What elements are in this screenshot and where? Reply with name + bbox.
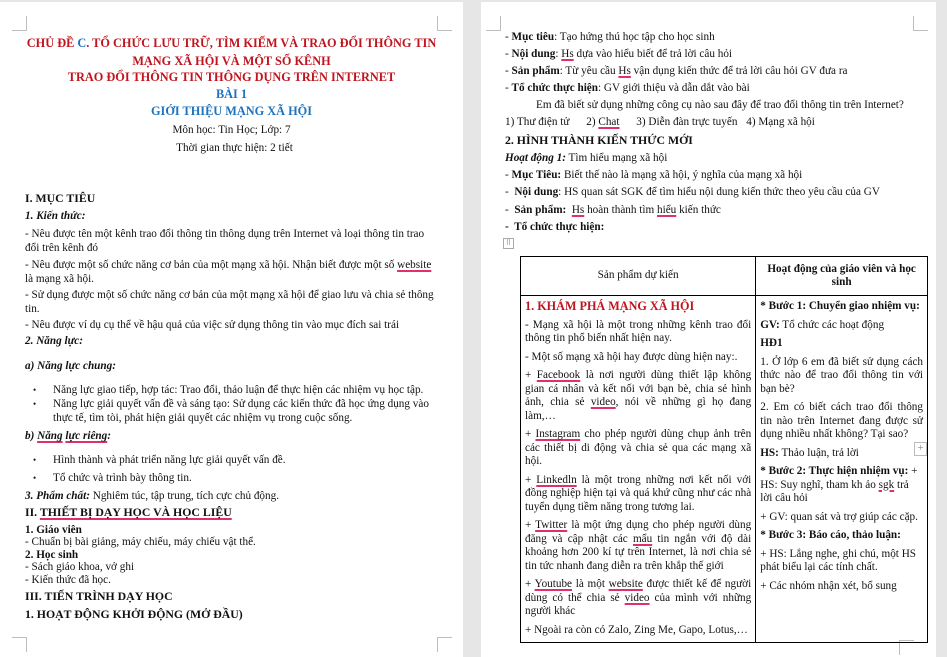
list-item: • Hình thành và phát triển năng lực giải quyết vấn đề. [53, 453, 286, 467]
crop-mark-bottom-left [12, 637, 27, 652]
label: GV: [760, 318, 780, 331]
text: b) [25, 430, 38, 442]
step-2 [760, 465, 923, 506]
specific-competence-list [53, 453, 286, 485]
table-header-product: Sản phẩm dự kiến [521, 257, 756, 296]
text: của mình với những người khác [525, 591, 752, 617]
general-competence-heading: a) Năng lực chung: [25, 360, 116, 372]
knowledge-heading: 1. Kiến thức: [25, 210, 86, 222]
text: + [525, 473, 537, 486]
label: Sản phẩm [511, 65, 560, 77]
text: là một ứng dụng cho phép người dùng đăng và cập nhật các [525, 519, 752, 545]
crop-mark-bottom-right [437, 637, 452, 652]
spelling-flag: THIẾT BỊ DẠY HỌC VÀ HỌC LIỆU [39, 505, 232, 519]
option-4: 4) Mạng xã hội [746, 116, 815, 128]
competence-heading: 2. Năng lực: [25, 335, 83, 347]
option-3: 3) Diễn đàn trực tuyến [636, 116, 738, 128]
text: dựa vào hiểu biết để trả lời câu hỏi [573, 48, 733, 60]
option-1: 1) Thư điện tử [505, 116, 570, 128]
crop-mark-top-left [486, 16, 501, 31]
teacher-heading: 1. Giáo viên [25, 524, 82, 536]
crop-mark-top-right [437, 16, 452, 31]
text: kiến thức [676, 204, 721, 216]
teacher-item: - Chuẩn bị bài giảng, máy chiếu, máy chiếu vật thể. [25, 536, 256, 548]
cell-paragraph: - Một số mạng xã hội hay được dùng hiện nay:. [525, 350, 738, 363]
section-1-heading: I. MỤC TIÊU [25, 191, 96, 205]
text: + HS: Suy nghĩ, tham kh ảo [760, 465, 918, 491]
text: tin ngắn với độ dài khoảng hơn 200 kí tự trên Internet, là nơi chia sẻ tin tức nhanh đang diễn ra trên khắp thế giới [525, 532, 752, 572]
text: Biết thế nào là mạng xã hội, ý nghĩa của mạng xã hội [561, 169, 803, 181]
question-1: 1. Ở lớp 6 em đã biết sử dụng cách thức nào để trao đổi thông tin với bạn bè? [760, 355, 923, 395]
label: Tổ chức thực hiện [511, 82, 598, 94]
text: Thảo luận, trả lời [778, 446, 859, 459]
warmup-question: Em đã biết sử dụng những công cụ nào sau đây để trao đổi thông tin trên Internet? [536, 99, 904, 111]
nk-organization: - Tổ chức thực hiện: [505, 221, 605, 233]
step-1: * Bước 1: Chuyển giao nhiệm vụ: [760, 300, 920, 312]
text: là mạng xã hội. [25, 273, 94, 285]
label: Nội dung [514, 186, 559, 198]
text: : [555, 48, 562, 60]
text: - Nêu được một số chức năng cơ bản của một mạng xã hội. Nhận biết được một số [25, 259, 398, 271]
spelling-flag: Twitter [535, 519, 568, 531]
facebook-item [525, 369, 751, 423]
text: + [525, 428, 536, 440]
label: Sản phẩm: [514, 204, 567, 216]
new-knowledge-heading: 2. HÌNH THÀNH KIẾN THỨC MỚI [505, 133, 693, 147]
text: , nói về những gì họ đang làm,… [525, 396, 752, 422]
others-item: + Ngoài ra còn có Zalo, Zing Me, Gapo, Lotus,… [525, 623, 748, 636]
text: Tổ chức các hoạt động [779, 318, 885, 331]
text: là nơi người dùng thiết lập không gian cá nhân và kết nối với bạn bè, chia sẻ hình ảnh, chia sẻ [525, 369, 752, 408]
text: vận dụng kiến thức để trả lời câu hỏi GV đưa ra [630, 65, 848, 77]
twitter-item [525, 519, 751, 573]
table-header-activity: Hoạt động của giáo viên và học sinh [756, 257, 928, 296]
text: hoàn thành tìm [584, 204, 657, 216]
crop-mark-top-right [913, 16, 928, 31]
hd1-label: HĐ1 [760, 337, 783, 349]
knowledge-item-4: - Nêu được ví dụ cụ thể về hậu quả của việc sử dụng thông tin vào mục đích sai trái [25, 319, 400, 331]
spelling-flag: Instagram [535, 428, 581, 440]
topic-title-line-2: MẠNG XÃ HỘI VÀ MỘT SỐ KÊNH [132, 54, 331, 68]
spelling-flag: Hs [571, 204, 585, 216]
text: II. [25, 505, 40, 519]
text: + [525, 369, 537, 381]
general-competence-list [53, 383, 443, 425]
spelling-flag: Youtube [534, 578, 573, 590]
table-move-handle-icon[interactable]: ⠿ [503, 238, 514, 249]
spelling-flag: Chat [598, 116, 620, 128]
topic-title-line-1 [0, 35, 463, 51]
quality-line [25, 489, 279, 503]
topic-prefix: CHỦ ĐỀ [26, 36, 78, 50]
subject-line: Môn học: Tin Học; Lớp: 7 [172, 124, 291, 136]
label: Hoạt động 1: [505, 152, 566, 164]
activity-cell[interactable] [756, 296, 928, 643]
student-heading: 2. Học sinh [25, 549, 79, 561]
text: là một [572, 578, 609, 590]
text: : Từ yêu cầu [559, 65, 619, 77]
cell-paragraph: - Mạng xã hội là một trong những kênh trao đổi thông tin phổ biến nhất hiện nay. [525, 318, 752, 344]
spelling-flag: video [624, 591, 650, 604]
crop-mark-top-left [12, 16, 27, 31]
spelling-flag: lực riêng [65, 430, 108, 442]
topic-title-rest: . TỔ CHỨC LƯU TRỮ, TÌM KIẾM VÀ TRAO ĐỔI THÔNG TIN [86, 36, 437, 50]
product-cell[interactable] [521, 296, 756, 643]
text: là một trong những nơi kết nối với đồng nghiệp hiện tại và quá khứ cũng như các nhà tuyển dụng tiềm năng trong tương lai. [525, 473, 752, 513]
section-2-heading [25, 505, 232, 519]
hs-listen: + HS: Lắng nghe, ghi chú, một HS phát biểu lại các tính chất. [760, 547, 916, 573]
spelling-flag: mẩu [632, 532, 653, 545]
spelling-flag: sgk [878, 478, 895, 491]
knowledge-item-3: - Sử dụng được một số chức năng cơ bản của một mạng xã hội để giao lưu và chia sẻ thông tin. [25, 289, 434, 315]
gv-support: + GV: quan sát và trợ giúp các cặp. [760, 510, 918, 523]
explore-title: 1. KHÁM PHÁ MẠNG XÃ HỘI [525, 299, 695, 313]
spelling-flag: Facebook [536, 369, 581, 381]
quality-text: Nghiêm túc, tập trung, tích cực chủ động. [89, 490, 280, 502]
spelling-flag: Năng [37, 430, 63, 442]
spelling-flag: video [590, 396, 616, 408]
spelling-flag: Hs [561, 48, 574, 60]
section-3-heading: III. TIẾN TRÌNH DẠY HỌC [25, 589, 173, 603]
label: * Bước 2: Thực hiện nhiệm vụ: [760, 465, 909, 477]
text: : GV giới thiệu và dẫn dắt vào bài [598, 82, 750, 94]
text: : [107, 430, 111, 442]
label: Mục Tiêu: [511, 169, 562, 181]
option-2-prefix: 2) [586, 116, 599, 128]
warmup-options [505, 115, 815, 129]
question-2: 2. Em có biết cách trao đổi thông tin nào trên Internet đang được sử dụng nhiều nhất không? Tại sao? [760, 401, 923, 440]
knowledge-item-1: - Nêu được tên một kênh trao đổi thông tin thông dụng trên Internet và loại thông tin trao đổi trên kênh đó [25, 228, 425, 254]
list-item: • Năng lực giao tiếp, hợp tác: Trao đổi, thảo luận để thực hiện các nhiệm vụ học tập. [53, 383, 443, 397]
gv-line [760, 319, 923, 333]
activity-line [505, 151, 667, 165]
student-item-2: - Kiến thức đã học. [25, 574, 111, 586]
step-3: * Bước 3: Báo cáo, thảo luận: [760, 529, 901, 541]
text: cho phép người dùng chụp ảnh trên các thiết bị di động và chia sẻ qua các mạng xã hội. [525, 428, 752, 467]
page-gutter [463, 0, 481, 657]
quality-label: 3. Phẩm chất: [25, 490, 90, 502]
knowledge-item-2 [25, 258, 440, 286]
activity-table [520, 256, 928, 643]
label: Nội dung [511, 48, 556, 60]
warmup-goal: - Mục tiêu: Tạo hứng thú học tập cho học sinh [505, 31, 715, 43]
spelling-flag: Linkedln [536, 473, 577, 486]
text: : HS quan sát SGK để tìm hiểu nội dung kiến thức theo yêu cầu của GV [558, 186, 880, 198]
specific-competence-heading [25, 429, 111, 443]
topic-title-line-3: TRAO ĐỔI THÔNG TIN THÔNG DỤNG TRÊN INTERNET [67, 70, 396, 84]
lesson-number: BÀI 1 [215, 87, 248, 101]
vertical-scrollbar[interactable] [936, 0, 947, 657]
text: + [525, 578, 535, 590]
activity-1-heading: 1. HOẠT ĐỘNG KHỞI ĐỘNG (MỞ ĐẦU) [25, 607, 243, 621]
spelling-flag: Hs [618, 65, 631, 77]
table-row [521, 296, 928, 643]
warmup-product: - Sản phẩm: Từ yêu cầu Hs vận dụng kiến thức để trả lời câu hỏi GV đưa ra [505, 65, 848, 77]
youtube-item [525, 578, 751, 619]
topic-letter: C [77, 36, 87, 50]
warmup-organization: - Tổ chức thực hiện: GV giới thiệu và dẫn dắt vào bài [505, 82, 750, 94]
instagram-item [525, 428, 751, 469]
student-item-1: - Sách giáo khoa, vở ghi [25, 561, 135, 573]
text: được thiết kế để người dùng có thể chia sẻ [525, 578, 752, 604]
spelling-flag: website [608, 578, 643, 590]
spelling-flag: hiểu [657, 204, 677, 216]
label: Mục tiêu [511, 31, 555, 43]
spelling-flag: website [397, 259, 432, 271]
duration-line: Thời gian thực hiện: 2 tiết [176, 142, 293, 154]
document-page-left [0, 2, 463, 657]
label: Tổ chức thực hiện: [514, 221, 605, 233]
list-item: • Tổ chức và trình bày thông tin. [53, 471, 286, 485]
text: trả lời câu hỏi [760, 478, 909, 504]
nk-goal: - Mục Tiêu: Biết thế nào là mạng xã hội, ý nghĩa của mạng xã hội [505, 169, 803, 181]
text: Tìm hiểu mạng xã hội [565, 152, 668, 164]
text: : Tạo hứng thú học tập cho học sinh [554, 31, 715, 43]
groups-line: + Các nhóm nhận xét, bổ sung [760, 579, 897, 592]
list-item: • Năng lực giải quyết vấn đề và sáng tạo: Sử dụng các kiến thức đã học ứng dụng vào thực tế, tìm tòi, phát hiện giải quyết các nhiệm vụ trong cuộc sống. [53, 397, 443, 425]
text: + [525, 519, 536, 531]
table-header-row [521, 257, 928, 296]
warmup-content: - Nội dung: Hs dựa vào hiểu biết để trả lời câu hỏi [505, 48, 733, 60]
lesson-title: GIỚI THIỆU MẠNG XÃ HỘI [150, 104, 313, 118]
hs-line [760, 447, 923, 461]
nk-content: - Nội dung: HS quan sát SGK để tìm hiểu nội dung kiến thức theo yêu cầu của GV [505, 186, 880, 198]
add-row-icon[interactable]: + [914, 442, 927, 456]
nk-product: - Sản phẩm: Hs hoàn thành tìm hiểu kiến thức [505, 204, 721, 216]
linkedin-item [525, 474, 751, 515]
label: HS: [760, 446, 779, 459]
